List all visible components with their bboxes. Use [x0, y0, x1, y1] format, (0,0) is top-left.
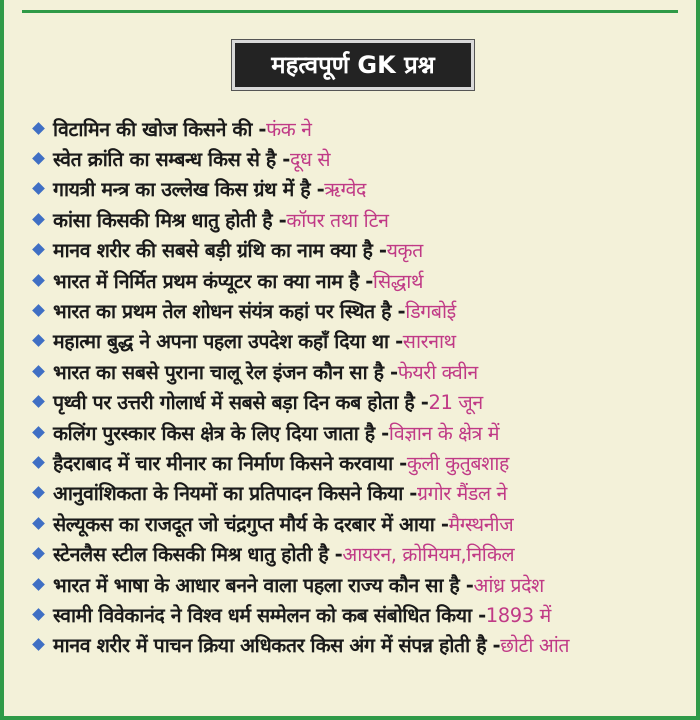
question-text: आनुवांशिकता के नियमों का प्रतिपादन किसने किया - [53, 482, 417, 506]
diamond-icon [32, 578, 45, 591]
list-item [28, 174, 688, 204]
diamond-icon [32, 304, 45, 317]
list-item [28, 356, 688, 386]
answer-text: मैग्स्थनीज [448, 512, 514, 536]
list-item [28, 538, 688, 568]
diamond-icon [32, 183, 45, 196]
question-text: हैदराबाद में चार मीनार का निर्माण किसने करवाया - [53, 451, 407, 475]
question-text: सेल्यूकस का राजदूत जो चंद्रगुप्त मौर्य के दरबार में आया - [53, 512, 449, 536]
question-text: विटामिन की खोज किसने की - [53, 117, 267, 141]
question-text: भारत में भाषा के आधार बनने वाला पहला राज्य कौन सा है - [53, 573, 474, 597]
list-item [28, 113, 688, 143]
answer-text: आयरन, क्रोमियम,निकिल [342, 543, 515, 567]
list-item [28, 265, 688, 295]
diamond-icon [32, 426, 45, 439]
question-text: स्वामी विवेकानंद ने विश्व धर्म सम्मेलन को कब संबोधित किया - [53, 603, 486, 627]
diamond-icon [32, 243, 45, 256]
list-item [28, 630, 688, 660]
list-item [28, 204, 688, 234]
list-item [28, 387, 688, 417]
diamond-icon [32, 152, 45, 165]
answer-text: कॉपर तथा टिन [286, 208, 389, 232]
answer-text: ग्रगोर मैंडल ने [417, 482, 507, 506]
diamond-icon [32, 517, 45, 530]
list-item [28, 569, 688, 599]
list-item [28, 235, 688, 265]
answer-text: दूध से [289, 148, 331, 172]
diamond-icon [32, 274, 45, 287]
diamond-icon [32, 456, 45, 469]
diamond-icon [32, 213, 45, 226]
answer-text: यकृत [386, 239, 423, 263]
answer-text: ऋग्वेद [324, 178, 367, 202]
list-item [28, 599, 688, 629]
answer-text: 1893 में [485, 603, 551, 627]
diamond-icon [32, 122, 45, 135]
answer-text: छोटी आंत [500, 634, 570, 658]
question-text: पृथ्वी पर उत्तरी गोलार्ध में सबसे बड़ा दिन कब होता है - [53, 391, 429, 415]
diamond-icon [32, 395, 45, 408]
answer-text: सिद्धार्थ [372, 269, 424, 293]
question-text: कलिंग पुरस्कार किस क्षेत्र के लिए दिया जाता है - [53, 421, 389, 445]
answer-text: विज्ञान के क्षेत्र में [388, 421, 500, 445]
question-text: कांसा किसकी मिश्र धातु होती है - [53, 208, 287, 232]
answer-text: 21 जून [428, 391, 483, 415]
answer-text: सारनाथ [402, 330, 456, 354]
top-border-line [22, 10, 678, 13]
question-text: भारत का प्रथम तेल शोधन संयंत्र कहां पर स्थित है - [53, 300, 406, 324]
diamond-icon [32, 487, 45, 500]
answer-text: फेयरी क्वीन [397, 360, 478, 384]
question-text: स्वेत क्रांति का सम्बन्ध किस से है - [53, 148, 290, 172]
list-item [28, 143, 688, 173]
list-item [28, 447, 688, 477]
list-item [28, 417, 688, 447]
diamond-icon [32, 335, 45, 348]
diamond-icon [32, 608, 45, 621]
list-item [28, 478, 688, 508]
diamond-icon [32, 638, 45, 651]
diamond-icon [32, 547, 45, 560]
question-text: मानव शरीर में पाचन क्रिया अधिकतर किस अंग में संपन्न होती है - [53, 634, 501, 658]
question-list [28, 113, 688, 660]
question-text: महात्मा बुद्ध ने अपना पहला उपदेश कहाँ दिया था - [53, 330, 403, 354]
question-text: गायत्री मन्त्र का उल्लेख किस ग्रंथ में है - [53, 178, 325, 202]
answer-text: कुली कुतुबशाह [406, 451, 509, 475]
diamond-icon [32, 365, 45, 378]
answer-text: डिगबोई [405, 300, 456, 324]
page-title: महत्वपूर्ण GK प्रश्न [232, 40, 474, 90]
answer-text: फंक ने [266, 117, 312, 141]
list-item [28, 295, 688, 325]
answer-text: आंध्र प्रदेश [473, 573, 544, 597]
list-item [28, 508, 688, 538]
list-item [28, 326, 688, 356]
question-text: भारत में निर्मित प्रथम कंप्यूटर का क्या नाम है - [53, 269, 373, 293]
question-text: स्टेनलैस स्टील किसकी मिश्र धातु होती है - [53, 543, 343, 567]
question-text: भारत का सबसे पुराना चालू रेल इंजन कौन सा है - [53, 360, 398, 384]
question-text: मानव शरीर की सबसे बड़ी ग्रंथि का नाम क्या है - [53, 239, 387, 263]
